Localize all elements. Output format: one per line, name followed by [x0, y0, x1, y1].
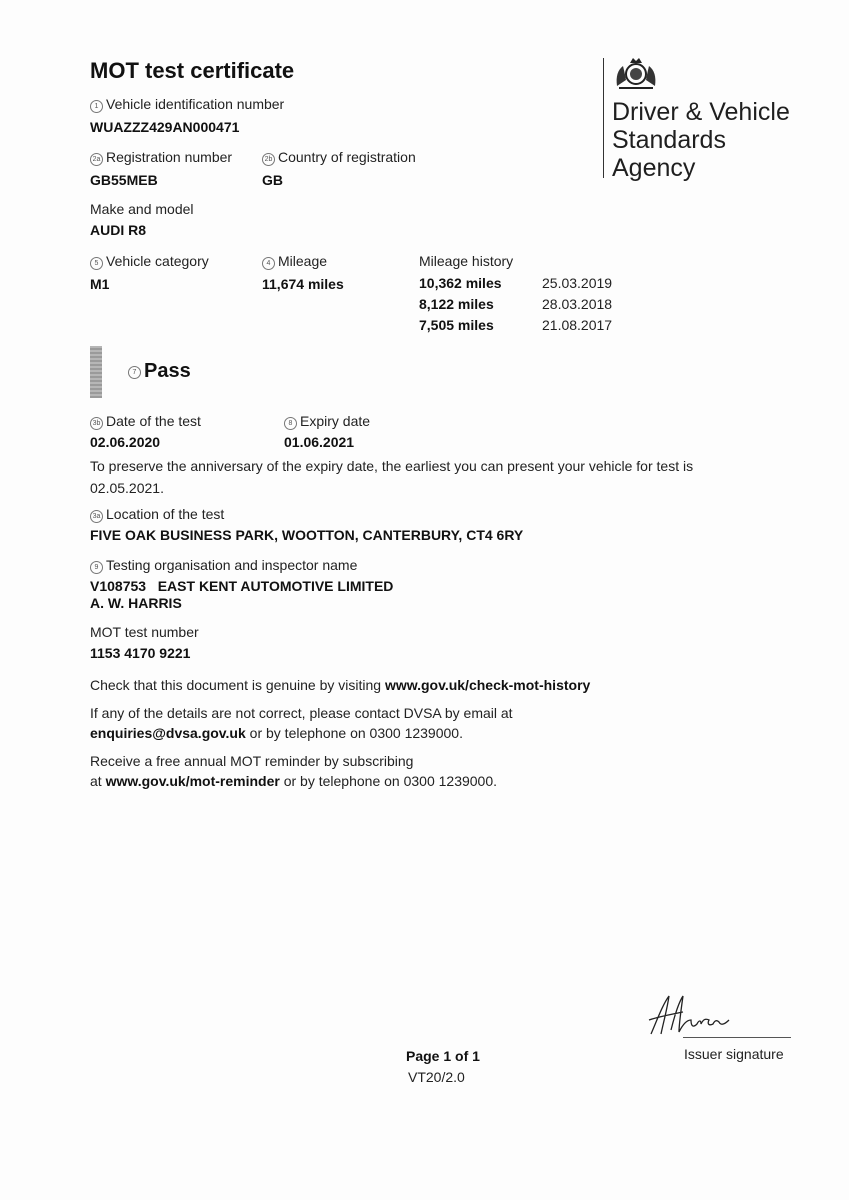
agency-name-line1: Driver & Vehicle	[612, 98, 790, 126]
mileage-history-label: Mileage history	[419, 253, 514, 269]
test-date-label: 3b Date of the test	[90, 413, 201, 430]
mileage-history-miles: 8,122 miles	[419, 296, 494, 312]
field-number-badge: 3b	[90, 417, 103, 430]
mot-reminder-link[interactable]: www.gov.uk/mot-reminder	[105, 773, 280, 789]
reminder-text-line2: at www.gov.uk/mot-reminder or by telephone on 0300 1239000.	[90, 773, 498, 789]
field-number-badge: 5	[90, 257, 103, 270]
agency-name-line2: Standards	[612, 126, 726, 154]
registration-value: GB55MEB	[90, 172, 158, 188]
field-number-badge: 2b	[262, 153, 275, 166]
genuine-check-text: Check that this document is genuine by visiting www.gov.uk/check-mot-history	[90, 677, 591, 693]
mileage-history-date: 28.03.2018	[542, 296, 613, 312]
result-text: Pass	[144, 360, 191, 382]
form-code: VT20/2.0	[408, 1069, 465, 1085]
dvsa-email-link[interactable]: enquiries@dvsa.gov.uk	[90, 725, 246, 741]
field-number-badge: 9	[90, 561, 103, 574]
mileage-history-date: 25.03.2019	[542, 275, 613, 291]
mileage-history-miles: 7,505 miles	[419, 317, 494, 333]
expiry-date-label: 8 Expiry date	[284, 413, 370, 430]
contact-text-line1: If any of the details are not correct, please contact DVSA by email at	[90, 705, 513, 721]
mileage-history-date: 21.08.2017	[542, 317, 613, 333]
field-number-badge: 8	[284, 417, 297, 430]
inspector-name: A. W. HARRIS	[90, 595, 182, 611]
field-number-badge: 2a	[90, 153, 103, 166]
field-number-badge: 3a	[90, 510, 103, 523]
handwritten-signature	[643, 990, 753, 1040]
page-number: Page 1 of 1	[406, 1048, 480, 1064]
make-model-value: AUDI R8	[90, 222, 147, 238]
royal-crest-icon	[611, 54, 661, 94]
test-date-value: 02.06.2020	[90, 434, 161, 450]
country-label: 2b Country of registration	[262, 149, 416, 166]
check-mot-history-link[interactable]: www.gov.uk/check-mot-history	[384, 677, 591, 693]
mileage-history-miles: 10,362 miles	[419, 275, 502, 291]
organisation-value: V108753 EAST KENT AUTOMOTIVE LIMITED	[90, 578, 394, 594]
category-label: 5 Vehicle category	[90, 253, 209, 270]
expiry-date-value: 01.06.2021	[284, 434, 355, 450]
organisation-label: 9 Testing organisation and inspector name	[90, 557, 357, 574]
mileage-label: 4 Mileage	[262, 253, 327, 270]
country-value: GB	[262, 172, 283, 188]
result-marker-bar	[90, 346, 102, 398]
test-result	[128, 360, 191, 383]
reminder-text-line1: Receive a free annual MOT reminder by subscribing	[90, 753, 414, 769]
test-number-label: MOT test number	[90, 624, 199, 640]
location-label: 3a Location of the test	[90, 506, 224, 523]
field-number-badge: 7	[128, 366, 141, 379]
location-value: FIVE OAK BUSINESS PARK, WOOTTON, CANTERBURY, CT4 6RY	[90, 527, 524, 543]
make-model-label: Make and model	[90, 201, 194, 217]
issuer-signature-label: Issuer signature	[684, 1046, 784, 1062]
test-number-value: 1153 4170 9221	[90, 645, 191, 661]
signature-line	[683, 1037, 791, 1038]
field-number-badge: 4	[262, 257, 275, 270]
logo-divider	[603, 58, 604, 178]
contact-text-line2: enquiries@dvsa.gov.uk or by telephone on 0300 1239000.	[90, 725, 463, 741]
page-title: MOT test certificate	[90, 58, 295, 83]
registration-label: 2a Registration number	[90, 149, 232, 166]
vin-label: 1 Vehicle identification number	[90, 96, 284, 113]
mileage-value: 11,674 miles	[262, 276, 344, 292]
vin-value: WUAZZZ429AN000471	[90, 119, 240, 135]
field-number-badge: 1	[90, 100, 103, 113]
agency-name-line3: Agency	[612, 154, 696, 182]
category-value: M1	[90, 276, 110, 292]
anniversary-note-line2: 02.05.2021.	[90, 480, 164, 496]
anniversary-note-line1: To preserve the anniversary of the expiry date, the earliest you can present your vehicle for test is	[90, 458, 694, 474]
